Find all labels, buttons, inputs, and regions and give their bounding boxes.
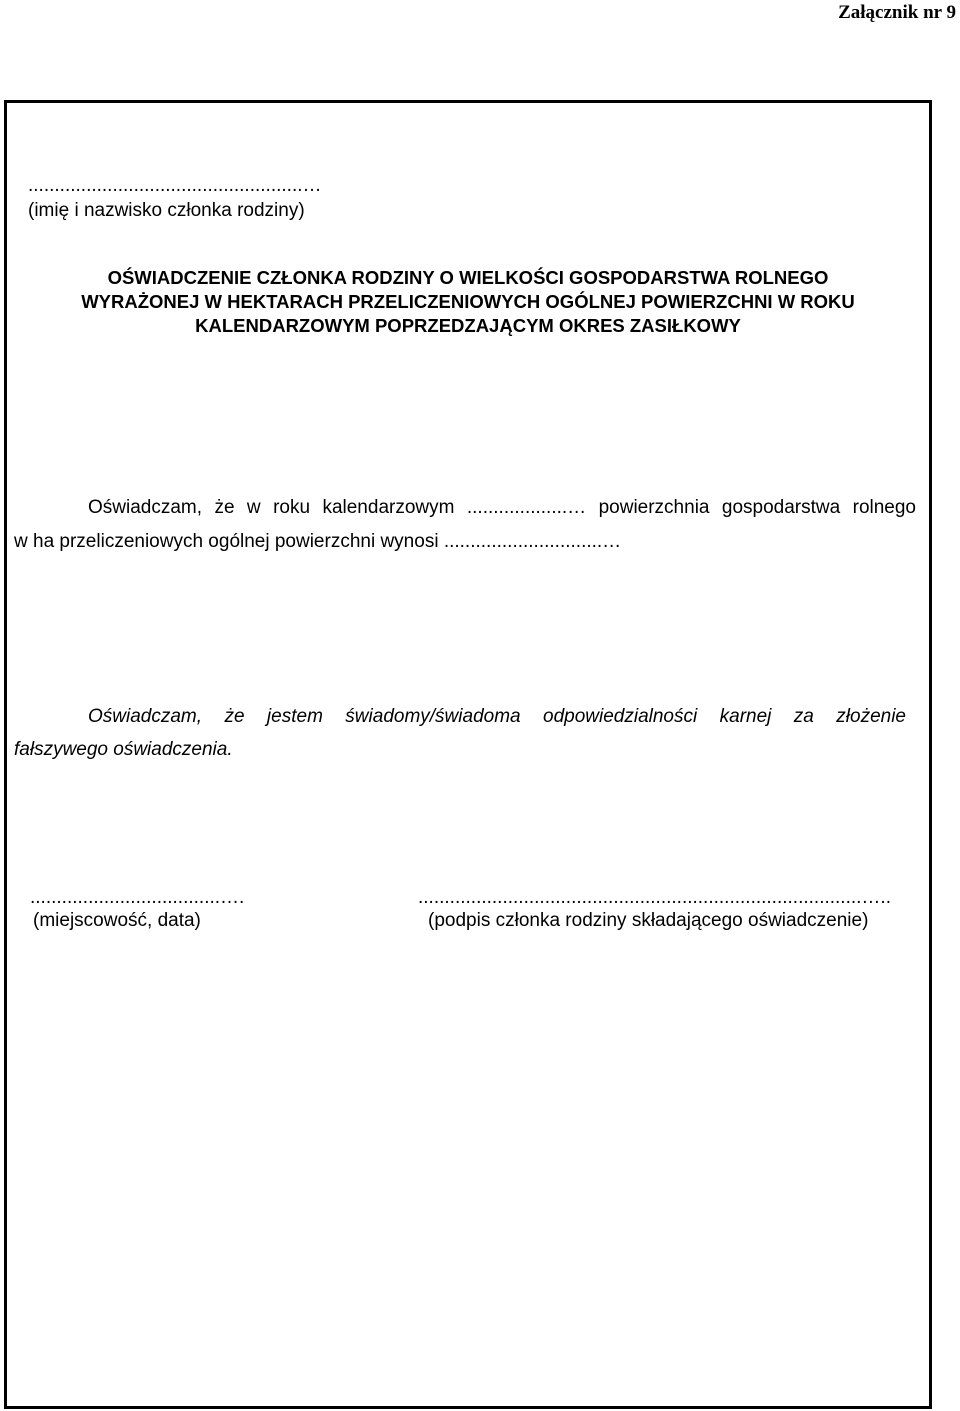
signature-caption: (podpis członka rodziny składającego oświadczenie) bbox=[428, 910, 869, 931]
place-date-caption: (miejscowość, data) bbox=[33, 910, 201, 931]
area-declaration-line-1: Oświadczam, że w roku kalendarzowym ...................… powierzchnia gospodarstwa rolnego bbox=[88, 497, 916, 518]
liability-declaration-line-2: fałszywego oświadczenia. bbox=[14, 739, 233, 760]
title-line-2: WYRAŻONEJ W HEKTARACH PRZELICZENIOWYCH OGÓLNEJ POWIERZCHNI W ROKU bbox=[81, 291, 855, 312]
document-title bbox=[7, 266, 929, 338]
title-line-1: OŚWIADCZENIE CZŁONKA RODZINY O WIELKOŚCI GOSPODARSTWA ROLNEGO bbox=[107, 267, 829, 288]
name-caption: (imię i nazwisko członka rodziny) bbox=[28, 200, 305, 221]
area-declaration-line-2: w ha przeliczeniowych ogólnej powierzchni wynosi ..............................… bbox=[14, 531, 622, 552]
title-line-3: KALENDARZOWYM POPRZEDZAJĄCYM OKRES ZASIŁKOWY bbox=[195, 315, 741, 336]
name-fill-line: ....................................................… bbox=[28, 175, 322, 196]
declaration-form-frame bbox=[4, 100, 932, 1409]
attachment-label: Załącznik nr 9 bbox=[838, 2, 956, 23]
liability-declaration-line-1: Oświadczam, że jestem świadomy/świadoma odpowiedzialności karnej za złożenie bbox=[88, 706, 906, 727]
signature-fill-line: ....................................................................................….. bbox=[418, 887, 891, 908]
place-date-fill-line: ....................................…. bbox=[30, 887, 245, 908]
